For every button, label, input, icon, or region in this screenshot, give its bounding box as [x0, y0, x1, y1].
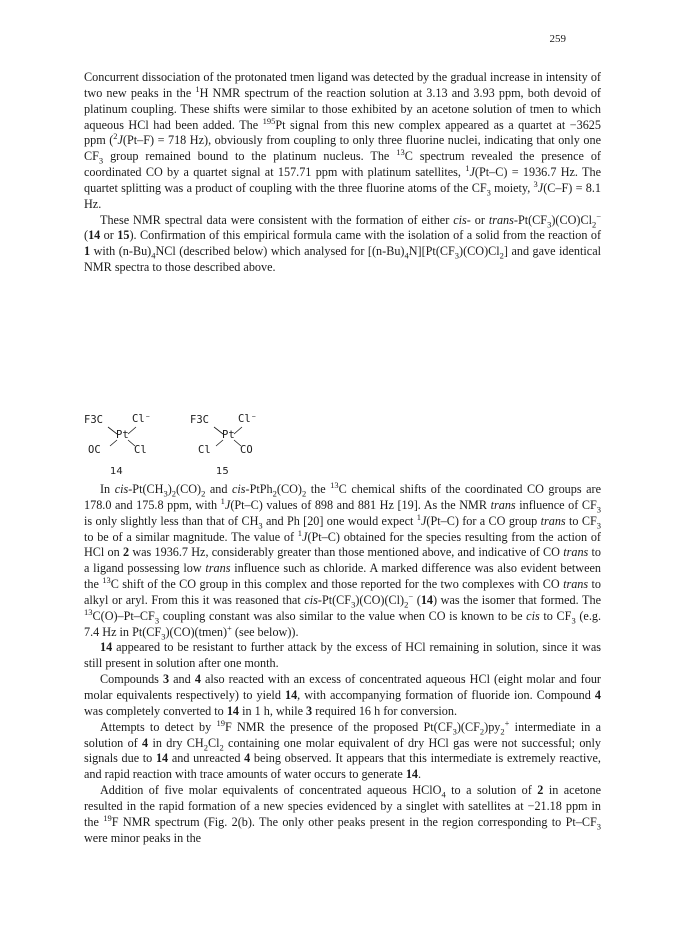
paragraph-5: Compounds 3 and 4 also reacted with an excess of concentrated aqueous HCl (eight molar and four molar equivalents respectively) to yield 14, with accompanying formation of fluoride ion. Compound 4 was completely converted to 14 in 1 h, while 3 required 16 h for conversion.: [84, 672, 601, 718]
ligand-bottom-left: Cl: [198, 444, 211, 456]
page-number: 259: [549, 33, 566, 45]
ligand-top-left: F3C: [190, 414, 209, 426]
paragraph-7: Addition of five molar equivalents of concentrated aqueous HClO$_4$ to a solution of 2 in acetone resulted in the rapid formation of a new species evidenced by a singlet with satellites at −21.18 ppm in the $^{19}$F NMR spectrum (Fig. 2(b). The only other peaks present in the region corresponding to $Pt-CF_3$ were minor peaks in the: [84, 783, 602, 845]
ligand-bottom-right: CO: [240, 444, 253, 456]
ligand-top-right: Cl⁻: [132, 413, 151, 425]
ligand-top-right: Cl⁻: [238, 413, 257, 425]
paragraph-2: These NMR spectral data were consistent with the formation of either cis- or trans-$Pt(CF_3)(CO)Cl_2^-$ (14 or 15). Confirmation of this empirical formula came with the isolation of a solid from the reaction of 1 with $(n-Bu)_4NCl$ (described below) which analysed for $[(n-Bu)_4N][Pt(CF_3)(CO)Cl_2]$ and gave identical NMR spectra to those described above.: [84, 210, 602, 275]
structure-15: [190, 410, 260, 477]
paragraph-4: 14 appeared to be resistant to further attack by the excess of HCl remaining in solution, since it was still present in solution after one month.: [84, 640, 601, 671]
paragraph-3: In cis-$Pt(CH_3)_2(CO)_2$ and cis-$PtPh_2(CO)_2$ the $^{13}$C chemical shifts of the coordinated CO groups are 178.0 and 175.8 ppm, with $^1$J(Pt–C) values of 898 and 881 Hz [19]. As the NMR trans influence of $CF_3$ is only slightly less than that of $CH_3$ and Ph [20] one would expect $^1$J(Pt–C) for a CO group trans to $CF_3$ to be of a similar magnitude. The value of $^1$J(Pt–C) obtained for the species resulting from the action of HCl on 2 was 1936.7 Hz, considerably greater than those mentioned above, and indicative of CO trans to a ligand possessing low trans influence such as chloride. A marked difference was also evident between the $^{13}$C shift of the CO group in this complex and those reported for the two complexes with CO trans to alkyl or aryl. From this it was reasoned that cis-$Pt(CF_3)(CO)(Cl)_2^-$ (14) was the isomer that formed. The $^{13}C(O)-Pt-CF_3$ coupling constant was also similar to the value when CO is known to be cis to $CF_3$ (e.g. 7.4 Hz in $Pt(CF_3)(CO)(tmen)^+$ (see below)).: [84, 479, 602, 642]
compound-label: 14: [110, 466, 123, 477]
metal-center: Pt: [222, 429, 235, 441]
body-text-bottom: [84, 479, 602, 846]
compound-label: 15: [216, 466, 229, 477]
body-text-top: [84, 70, 601, 276]
metal-center: Pt: [116, 429, 129, 441]
paragraph-6: Attempts to detect by $^{19}$F NMR the presence of the proposed $Pt(CF_3)(CF_2)py_2^+$ intermediate in a solution of 4 in dry $CH_2Cl_2$ containing one molar equivalent of dry HCl gas were not successful; only signals due to 14 and unreacted 4 being observed. It appears that this intermediate is extremely reactive, and rapid reaction with trace amounts of water occurs to generate 14.: [84, 717, 601, 782]
ligand-bottom-left: OC: [88, 444, 101, 456]
structure-figure: [84, 410, 264, 480]
structure-14: [84, 410, 154, 477]
ligand-bottom-right: Cl: [134, 444, 147, 456]
ligand-top-left: F3C: [84, 414, 103, 426]
paragraph-1: Concurrent dissociation of the protonated tmen ligand was detected by the gradual increase in intensity of two new peaks in the $^1$H NMR spectrum of the reaction solution at 3.13 and 3.93 ppm, both devoid of platinum coupling. These shifts were similar to those exhibited by an acetone solution of tmen to which aqueous HCl had been added. The $^{195}$Pt signal from this new complex appeared as a quartet at −3625 ppm ($^2$J(Pt–F) = 718 Hz), obviously from coupling to only three fluorine nuclei, indicating that only one $CF_3$ group remained bound to the platinum nucleus. The $^{13}$C spectrum revealed the presence of coordinated CO by a quartet signal at 157.71 ppm with platinum satellites, $^1$J(Pt–C) = 1936.7 Hz. The quartet splitting was a product of coupling with the three fluorine atoms of the $CF_3$ moiety, $^3$J(C–F) = 8.1 Hz.: [84, 70, 601, 211]
